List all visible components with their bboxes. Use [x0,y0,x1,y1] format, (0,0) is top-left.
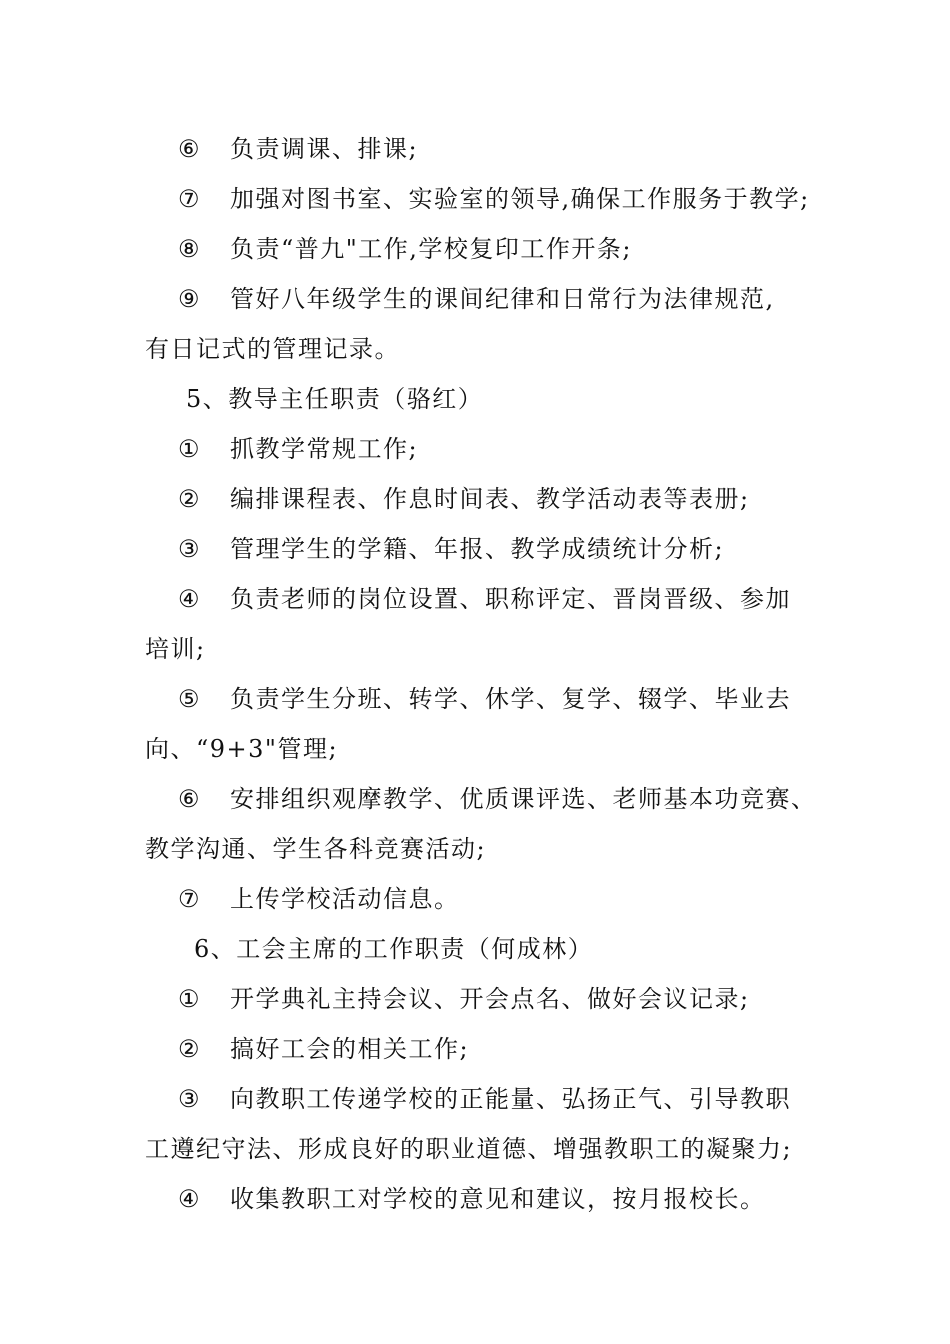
list-item [178,984,750,1014]
item-text: 抓教学常规工作; [230,435,419,463]
item-number: ⑤ [178,685,202,713]
item-number: ① [178,435,202,463]
item-text: 负责老师的岗位设置、职称评定、晋岗晋级、参加 [230,585,791,613]
item-text: 收集教职工对学校的意见和建议，按月报校长。 [230,1185,766,1213]
item-number: ② [178,485,202,513]
item-number: ② [178,1035,202,1063]
item-number: ⑥ [178,135,202,163]
item-number: ⑦ [178,885,202,913]
item-number: ⑨ [178,285,202,313]
item-number: ③ [178,1085,202,1113]
item-number: ④ [178,585,202,613]
list-item [178,184,810,214]
item-text: 负责“普九"工作,学校复印工作开条; [230,235,633,263]
item-text: 安排组织观摩教学、优质课评选、老师基本功竞赛、 [230,785,817,813]
list-item [178,884,460,914]
item-text: 负责调课、排课; [230,135,419,163]
item-text: 向教职工传递学校的正能量、弘扬正气、引导教职 [230,1085,791,1113]
list-item [178,684,791,714]
item-text: 编排课程表、作息时间表、教学活动表等表册; [230,485,750,513]
list-item [178,434,418,464]
item-number: ① [178,985,202,1013]
continuation-line: 教学沟通、学生各科竞赛活动; [145,835,487,863]
item-text: 开学典礼主持会议、开会点名、做好会议记录; [230,985,750,1013]
section-heading: 6、工会主席的工作职责（何成林） [194,935,594,963]
item-number: ⑥ [178,785,202,813]
item-number: ④ [178,1185,202,1213]
list-item [178,784,817,814]
continuation-line: 工遵纪守法、形成良好的职业道德、增强教职工的凝聚力; [145,1135,793,1163]
item-text: 负责学生分班、转学、休学、复学、辍学、毕业去 [230,685,791,713]
continuation-line: 培训; [145,635,206,663]
continuation-line: 向、“9+3"管理; [145,735,339,763]
item-text: 管好八年级学生的课间纪律和日常行为法律规范, [230,285,775,313]
item-text: 管理学生的学籍、年报、教学成绩统计分析; [230,535,725,563]
list-item [178,484,750,514]
list-item [178,234,632,264]
item-text: 上传学校活动信息。 [230,885,460,913]
list-item [178,1084,791,1114]
list-item [178,284,775,314]
list-item [178,584,791,614]
list-item [178,534,724,564]
item-text: 加强对图书室、实验室的领导,确保工作服务于教学; [230,185,810,213]
section-heading: 5、教导主任职责（骆红） [186,385,484,413]
list-item [178,1184,766,1214]
item-number: ⑦ [178,185,202,213]
item-number: ⑧ [178,235,202,263]
list-item [178,134,418,164]
item-text: 搞好工会的相关工作; [230,1035,470,1063]
item-number: ③ [178,535,202,563]
continuation-line: 有日记式的管理记录。 [145,335,400,363]
list-item [178,1034,469,1064]
